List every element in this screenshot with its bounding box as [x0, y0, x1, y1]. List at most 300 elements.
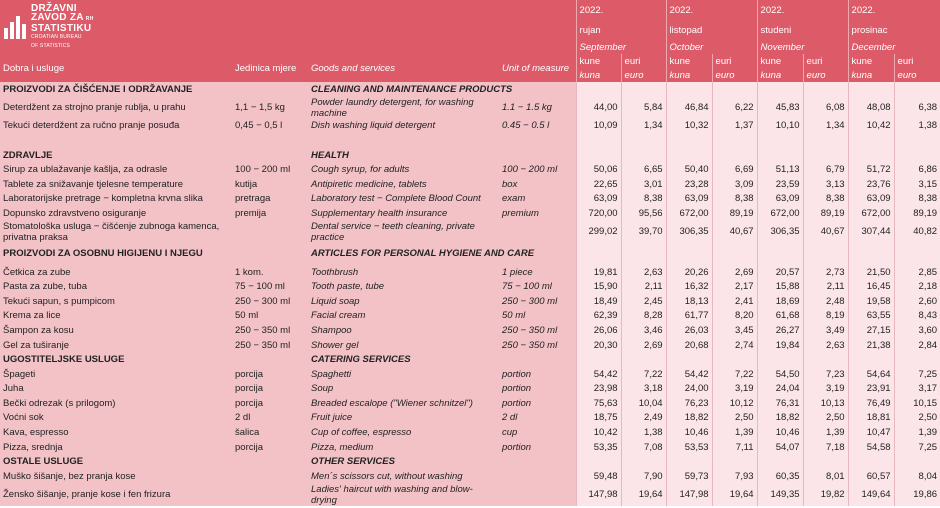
item-unit-en: 2 dl	[499, 411, 576, 426]
price-euro: 7,18	[803, 440, 848, 455]
price-euro: 3,49	[803, 323, 848, 338]
price-kuna: 18,13	[666, 294, 712, 309]
currency-en-header: euro	[803, 68, 848, 82]
price-euro: 8,38	[712, 192, 757, 207]
price-euro: 19,86	[894, 484, 940, 506]
price-euro: 3,15	[894, 177, 940, 192]
item-name-en: Laboratory test − Complete Blood Count	[308, 192, 499, 207]
table-row	[0, 411, 940, 426]
table-row	[0, 323, 940, 338]
price-euro: 8,38	[894, 192, 940, 207]
item-unit-hr: 75 − 100 ml	[232, 279, 308, 294]
price-euro: 8,19	[803, 309, 848, 324]
logo-line-4: CROATIAN BUREAU	[31, 33, 82, 40]
item-unit-en: portion	[499, 440, 576, 455]
currency-hr-header: kune	[666, 54, 712, 68]
currency-hr-header: euri	[894, 54, 940, 68]
value-cell	[621, 243, 666, 265]
price-euro: 7,90	[621, 469, 666, 484]
price-kuna: 63,09	[757, 192, 803, 207]
price-euro: 8,43	[894, 309, 940, 324]
price-euro: 1,34	[621, 119, 666, 134]
item-unit-hr: šalica	[232, 425, 308, 440]
table-row	[0, 469, 940, 484]
price-kuna: 44,00	[576, 97, 621, 119]
item-name-hr: Deterdžent za strojno pranje rublja, u prahu	[0, 97, 232, 119]
section-title-en: CLEANING AND MAINTENANCE PRODUCTS	[308, 82, 576, 97]
price-euro: 2,50	[712, 411, 757, 426]
price-euro: 1,38	[894, 119, 940, 134]
value-cell	[894, 352, 940, 367]
currency-hr-header: kune	[576, 54, 621, 68]
item-name-en: Soup	[308, 382, 499, 397]
month-hr-header: prosinac	[848, 20, 940, 40]
value-cell	[576, 352, 621, 367]
table-row	[0, 294, 940, 309]
price-euro: 2,69	[621, 338, 666, 353]
item-name-en: Pizza, medium	[308, 440, 499, 455]
value-cell	[757, 352, 803, 367]
item-unit-en: cup	[499, 425, 576, 440]
blank-cell	[0, 133, 576, 148]
value-cell	[848, 352, 894, 367]
price-kuna: 54,58	[848, 440, 894, 455]
price-euro: 2,49	[621, 411, 666, 426]
price-euro: 19,82	[803, 484, 848, 506]
item-name-en: Tooth paste, tube	[308, 279, 499, 294]
month-en-header: September	[576, 40, 666, 54]
item-unit-hr	[232, 484, 308, 506]
price-kuna: 59,48	[576, 469, 621, 484]
item-name-hr: Juha	[0, 382, 232, 397]
item-unit-hr: porcija	[232, 382, 308, 397]
price-euro: 3,19	[803, 382, 848, 397]
price-euro: 1,39	[803, 425, 848, 440]
price-kuna: 10,46	[666, 425, 712, 440]
price-euro: 10,04	[621, 396, 666, 411]
item-name-hr: Muško šišanje, bez pranja kose	[0, 469, 232, 484]
table-row	[0, 265, 940, 280]
value-cell	[576, 454, 621, 469]
item-unit-hr: 250 − 350 ml	[232, 323, 308, 338]
logo-line-3: STATISTIKU	[31, 22, 92, 34]
value-cell	[666, 352, 712, 367]
price-euro: 19,64	[621, 484, 666, 506]
item-name-hr: Pasta za zube, tuba	[0, 279, 232, 294]
price-euro: 7,25	[894, 367, 940, 382]
currency-hr-header: euri	[621, 54, 666, 68]
month-en-header: October	[666, 40, 757, 54]
price-kuna: 76,23	[666, 396, 712, 411]
item-unit-en	[499, 469, 576, 484]
price-kuna: 16,45	[848, 279, 894, 294]
value-cell	[666, 454, 712, 469]
price-kuna: 63,09	[666, 192, 712, 207]
item-name-hr: Četkica za zube	[0, 265, 232, 280]
month-hr-header: studeni	[757, 20, 848, 40]
price-euro: 10,15	[894, 396, 940, 411]
value-cell	[894, 454, 940, 469]
price-kuna: 27,15	[848, 323, 894, 338]
price-kuna: 306,35	[666, 221, 712, 243]
price-kuna: 15,90	[576, 279, 621, 294]
item-name-en: Cough syrup, for adults	[308, 162, 499, 177]
price-euro: 2,11	[803, 279, 848, 294]
value-cell	[666, 148, 712, 163]
price-kuna: 23,28	[666, 177, 712, 192]
price-kuna: 54,64	[848, 367, 894, 382]
price-euro: 40,67	[712, 221, 757, 243]
table-row	[0, 162, 940, 177]
item-unit-en: 75 − 100 ml	[499, 279, 576, 294]
value-cell	[803, 133, 848, 148]
item-unit-en: 250 − 350 ml	[499, 338, 576, 353]
section-title-en: OTHER SERVICES	[308, 454, 576, 469]
value-cell	[803, 82, 848, 97]
price-euro: 6,22	[712, 97, 757, 119]
item-unit-hr: 250 − 350 ml	[232, 338, 308, 353]
price-kuna: 24,04	[757, 382, 803, 397]
table-row	[0, 440, 940, 455]
price-euro: 7,23	[803, 367, 848, 382]
value-cell	[621, 148, 666, 163]
value-cell	[803, 454, 848, 469]
price-kuna: 76,31	[757, 396, 803, 411]
value-cell	[712, 243, 757, 265]
price-euro: 6,65	[621, 162, 666, 177]
section-row	[0, 82, 940, 97]
table-row	[0, 425, 940, 440]
price-euro: 1,34	[803, 119, 848, 134]
price-kuna: 20,26	[666, 265, 712, 280]
price-kuna: 59,73	[666, 469, 712, 484]
value-cell	[894, 148, 940, 163]
item-name-en: Fruit juice	[308, 411, 499, 426]
price-euro: 89,19	[712, 206, 757, 221]
price-kuna: 54,50	[757, 367, 803, 382]
currency-en-header: euro	[894, 68, 940, 82]
value-cell	[576, 148, 621, 163]
item-unit-en: 1.1 − 1.5 kg	[499, 97, 576, 119]
price-kuna: 19,58	[848, 294, 894, 309]
item-unit-en: portion	[499, 396, 576, 411]
item-name-en: Supplementary health insurance	[308, 206, 499, 221]
price-kuna: 149,64	[848, 484, 894, 506]
price-euro: 8,38	[803, 192, 848, 207]
value-cell	[712, 454, 757, 469]
item-unit-hr: porcija	[232, 367, 308, 382]
price-euro: 1,38	[621, 425, 666, 440]
price-euro: 89,19	[803, 206, 848, 221]
section-title-hr: ZDRAVLJE	[0, 148, 308, 163]
price-euro: 2,17	[712, 279, 757, 294]
value-cell	[712, 133, 757, 148]
section-title-en: ARTICLES FOR PERSONAL HYGIENE AND CARE	[308, 243, 576, 265]
item-name-en: Ladies' haircut with washing and blow-drying	[308, 484, 499, 506]
price-kuna: 18,82	[666, 411, 712, 426]
table-row	[0, 177, 940, 192]
col-goods-hr: Dobra i usluge	[0, 54, 232, 82]
price-euro: 3,17	[894, 382, 940, 397]
price-euro: 8,04	[894, 469, 940, 484]
price-euro: 2,50	[803, 411, 848, 426]
value-cell	[803, 148, 848, 163]
price-kuna: 18,82	[757, 411, 803, 426]
item-unit-hr: premija	[232, 206, 308, 221]
value-cell	[848, 243, 894, 265]
price-kuna: 24,00	[666, 382, 712, 397]
price-euro: 3,18	[621, 382, 666, 397]
value-cell	[894, 82, 940, 97]
value-cell	[666, 133, 712, 148]
price-kuna: 16,32	[666, 279, 712, 294]
item-unit-en: 0.45 − 0.5 l	[499, 119, 576, 134]
price-euro: 95,56	[621, 206, 666, 221]
price-euro: 2,63	[621, 265, 666, 280]
table-row	[0, 396, 940, 411]
item-name-en: Toothbrush	[308, 265, 499, 280]
item-unit-hr: 1,1 − 1,5 kg	[232, 97, 308, 119]
dzs-logo	[3, 4, 573, 51]
item-unit-en: portion	[499, 367, 576, 382]
table-row	[0, 221, 940, 243]
currency-en-header: kuna	[848, 68, 894, 82]
item-unit-en: 250 − 300 ml	[499, 294, 576, 309]
value-cell	[848, 454, 894, 469]
price-kuna: 50,40	[666, 162, 712, 177]
price-kuna: 48,08	[848, 97, 894, 119]
price-euro: 2,11	[621, 279, 666, 294]
logo-line-5: OF STATISTICS	[31, 42, 71, 49]
price-kuna: 672,00	[666, 206, 712, 221]
price-kuna: 20,68	[666, 338, 712, 353]
table-row	[0, 338, 940, 353]
price-kuna: 10,47	[848, 425, 894, 440]
price-euro: 8,28	[621, 309, 666, 324]
price-euro: 6,69	[712, 162, 757, 177]
col-unit-en: Unit of measure	[499, 54, 576, 82]
price-kuna: 50,06	[576, 162, 621, 177]
price-euro: 2,74	[712, 338, 757, 353]
item-unit-hr: 2 dl	[232, 411, 308, 426]
value-cell	[848, 133, 894, 148]
currency-en-header: euro	[621, 68, 666, 82]
price-kuna: 18,75	[576, 411, 621, 426]
price-kuna: 147,98	[666, 484, 712, 506]
price-euro: 6,38	[894, 97, 940, 119]
value-cell	[757, 148, 803, 163]
price-kuna: 20,57	[757, 265, 803, 280]
price-euro: 1,39	[712, 425, 757, 440]
price-kuna: 10,09	[576, 119, 621, 134]
price-euro: 3,13	[803, 177, 848, 192]
price-euro: 3,45	[712, 323, 757, 338]
currency-en-header: kuna	[576, 68, 621, 82]
item-name-hr: Gel za tuširanje	[0, 338, 232, 353]
price-kuna: 720,00	[576, 206, 621, 221]
item-unit-en	[499, 484, 576, 506]
price-kuna: 26,03	[666, 323, 712, 338]
item-name-hr: Špageti	[0, 367, 232, 382]
value-cell	[757, 82, 803, 97]
table-row	[0, 484, 940, 506]
value-cell	[576, 133, 621, 148]
logo-line-2: ZAVOD ZA RH	[31, 11, 94, 23]
price-euro: 3,09	[712, 177, 757, 192]
month-en-header: December	[848, 40, 940, 54]
value-cell	[666, 243, 712, 265]
price-kuna: 23,76	[848, 177, 894, 192]
price-euro: 19,64	[712, 484, 757, 506]
price-kuna: 53,53	[666, 440, 712, 455]
price-kuna: 26,27	[757, 323, 803, 338]
col-unit-hr: Jedinica mjere	[232, 54, 308, 82]
price-euro: 2,45	[621, 294, 666, 309]
currency-hr-header: euri	[712, 54, 757, 68]
price-kuna: 10,42	[576, 425, 621, 440]
currency-hr-header: kune	[757, 54, 803, 68]
year-header: 2022.	[666, 0, 757, 20]
price-kuna: 18,81	[848, 411, 894, 426]
price-kuna: 10,10	[757, 119, 803, 134]
price-kuna: 26,06	[576, 323, 621, 338]
item-name-en: Men´s scissors cut, without washing	[308, 469, 499, 484]
value-cell	[757, 243, 803, 265]
price-kuna: 672,00	[848, 206, 894, 221]
section-title-en: CATERING SERVICES	[308, 352, 576, 367]
item-name-en: Antipiretic medicine, tablets	[308, 177, 499, 192]
value-cell	[757, 133, 803, 148]
value-cell	[621, 133, 666, 148]
price-euro: 7,25	[894, 440, 940, 455]
value-cell	[712, 148, 757, 163]
price-kuna: 22,65	[576, 177, 621, 192]
price-kuna: 21,38	[848, 338, 894, 353]
price-euro: 7,08	[621, 440, 666, 455]
price-euro: 6,79	[803, 162, 848, 177]
price-euro: 3,01	[621, 177, 666, 192]
month-hr-header: listopad	[666, 20, 757, 40]
item-name-en: Dental service − teeth cleaning, private practice	[308, 221, 499, 243]
table-row	[0, 192, 940, 207]
price-kuna: 63,55	[848, 309, 894, 324]
item-name-hr: Sirup za ublažavanje kašlja, za odrasle	[0, 162, 232, 177]
value-cell	[848, 148, 894, 163]
item-unit-hr: 1 kom.	[232, 265, 308, 280]
price-kuna: 299,02	[576, 221, 621, 243]
item-unit-hr: 0,45 − 0,5 l	[232, 119, 308, 134]
value-cell	[848, 82, 894, 97]
price-kuna: 45,83	[757, 97, 803, 119]
price-euro: 2,60	[894, 294, 940, 309]
price-euro: 40,82	[894, 221, 940, 243]
currency-hr-header: euri	[803, 54, 848, 68]
price-euro: 10,12	[712, 396, 757, 411]
item-name-en: Spaghetti	[308, 367, 499, 382]
month-hr-header: rujan	[576, 20, 666, 40]
price-euro: 7,11	[712, 440, 757, 455]
price-kuna: 63,09	[576, 192, 621, 207]
section-title-hr: PROIZVODI ZA OSOBNU HIGIJENU I NJEGU	[0, 243, 308, 265]
price-kuna: 54,42	[666, 367, 712, 382]
price-kuna: 61,77	[666, 309, 712, 324]
item-name-en: Dish washing liquid detergent	[308, 119, 499, 134]
item-unit-hr	[232, 469, 308, 484]
item-name-en: Breaded escalope ("Wiener schnitzel")	[308, 396, 499, 411]
price-kuna: 61,68	[757, 309, 803, 324]
price-kuna: 21,50	[848, 265, 894, 280]
item-name-hr: Laboratorijske pretrage − kompletna krvna slika	[0, 192, 232, 207]
section-row	[0, 454, 940, 469]
price-euro: 2,48	[803, 294, 848, 309]
price-euro: 7,22	[621, 367, 666, 382]
item-name-hr: Krema za lice	[0, 309, 232, 324]
item-name-en: Shower gel	[308, 338, 499, 353]
currency-en-header: kuna	[757, 68, 803, 82]
item-unit-hr: porcija	[232, 440, 308, 455]
item-unit-hr: 250 − 300 ml	[232, 294, 308, 309]
price-euro: 40,67	[803, 221, 848, 243]
table-row	[0, 279, 940, 294]
section-title-hr: UGOSTITELJSKE USLUGE	[0, 352, 308, 367]
price-kuna: 307,44	[848, 221, 894, 243]
price-euro: 2,84	[894, 338, 940, 353]
price-kuna: 19,84	[757, 338, 803, 353]
price-kuna: 10,32	[666, 119, 712, 134]
col-goods-en: Goods and services	[308, 54, 499, 82]
item-unit-en: premium	[499, 206, 576, 221]
item-name-hr: Pizza, srednja	[0, 440, 232, 455]
value-cell	[621, 82, 666, 97]
item-unit-en: box	[499, 177, 576, 192]
price-euro: 3,19	[712, 382, 757, 397]
price-kuna: 51,13	[757, 162, 803, 177]
price-kuna: 76,49	[848, 396, 894, 411]
price-kuna: 18,69	[757, 294, 803, 309]
price-euro: 2,41	[712, 294, 757, 309]
year-header: 2022.	[848, 0, 940, 20]
price-kuna: 75,63	[576, 396, 621, 411]
value-cell	[621, 352, 666, 367]
item-unit-en: 250 − 350 ml	[499, 323, 576, 338]
item-unit-hr: 100 − 200 ml	[232, 162, 308, 177]
price-kuna: 306,35	[757, 221, 803, 243]
price-kuna: 63,09	[848, 192, 894, 207]
section-row	[0, 243, 940, 265]
item-unit-hr: pretraga	[232, 192, 308, 207]
month-en-header: November	[757, 40, 848, 54]
price-kuna: 10,46	[757, 425, 803, 440]
item-name-en: Powder laundry detergent, for washing machine	[308, 97, 499, 119]
bar-chart-logo-icon	[3, 14, 27, 40]
item-name-en: Facial cream	[308, 309, 499, 324]
price-kuna: 10,42	[848, 119, 894, 134]
item-name-hr: Voćni sok	[0, 411, 232, 426]
table-row	[0, 367, 940, 382]
currency-hr-header: kune	[848, 54, 894, 68]
price-kuna: 23,59	[757, 177, 803, 192]
value-cell	[894, 243, 940, 265]
price-kuna: 51,72	[848, 162, 894, 177]
price-euro: 1,39	[894, 425, 940, 440]
price-kuna: 54,42	[576, 367, 621, 382]
price-kuna: 23,91	[848, 382, 894, 397]
price-euro: 7,93	[712, 469, 757, 484]
price-euro: 8,20	[712, 309, 757, 324]
item-unit-en: 100 − 200 ml	[499, 162, 576, 177]
item-unit-hr: kutija	[232, 177, 308, 192]
price-euro: 10,13	[803, 396, 848, 411]
